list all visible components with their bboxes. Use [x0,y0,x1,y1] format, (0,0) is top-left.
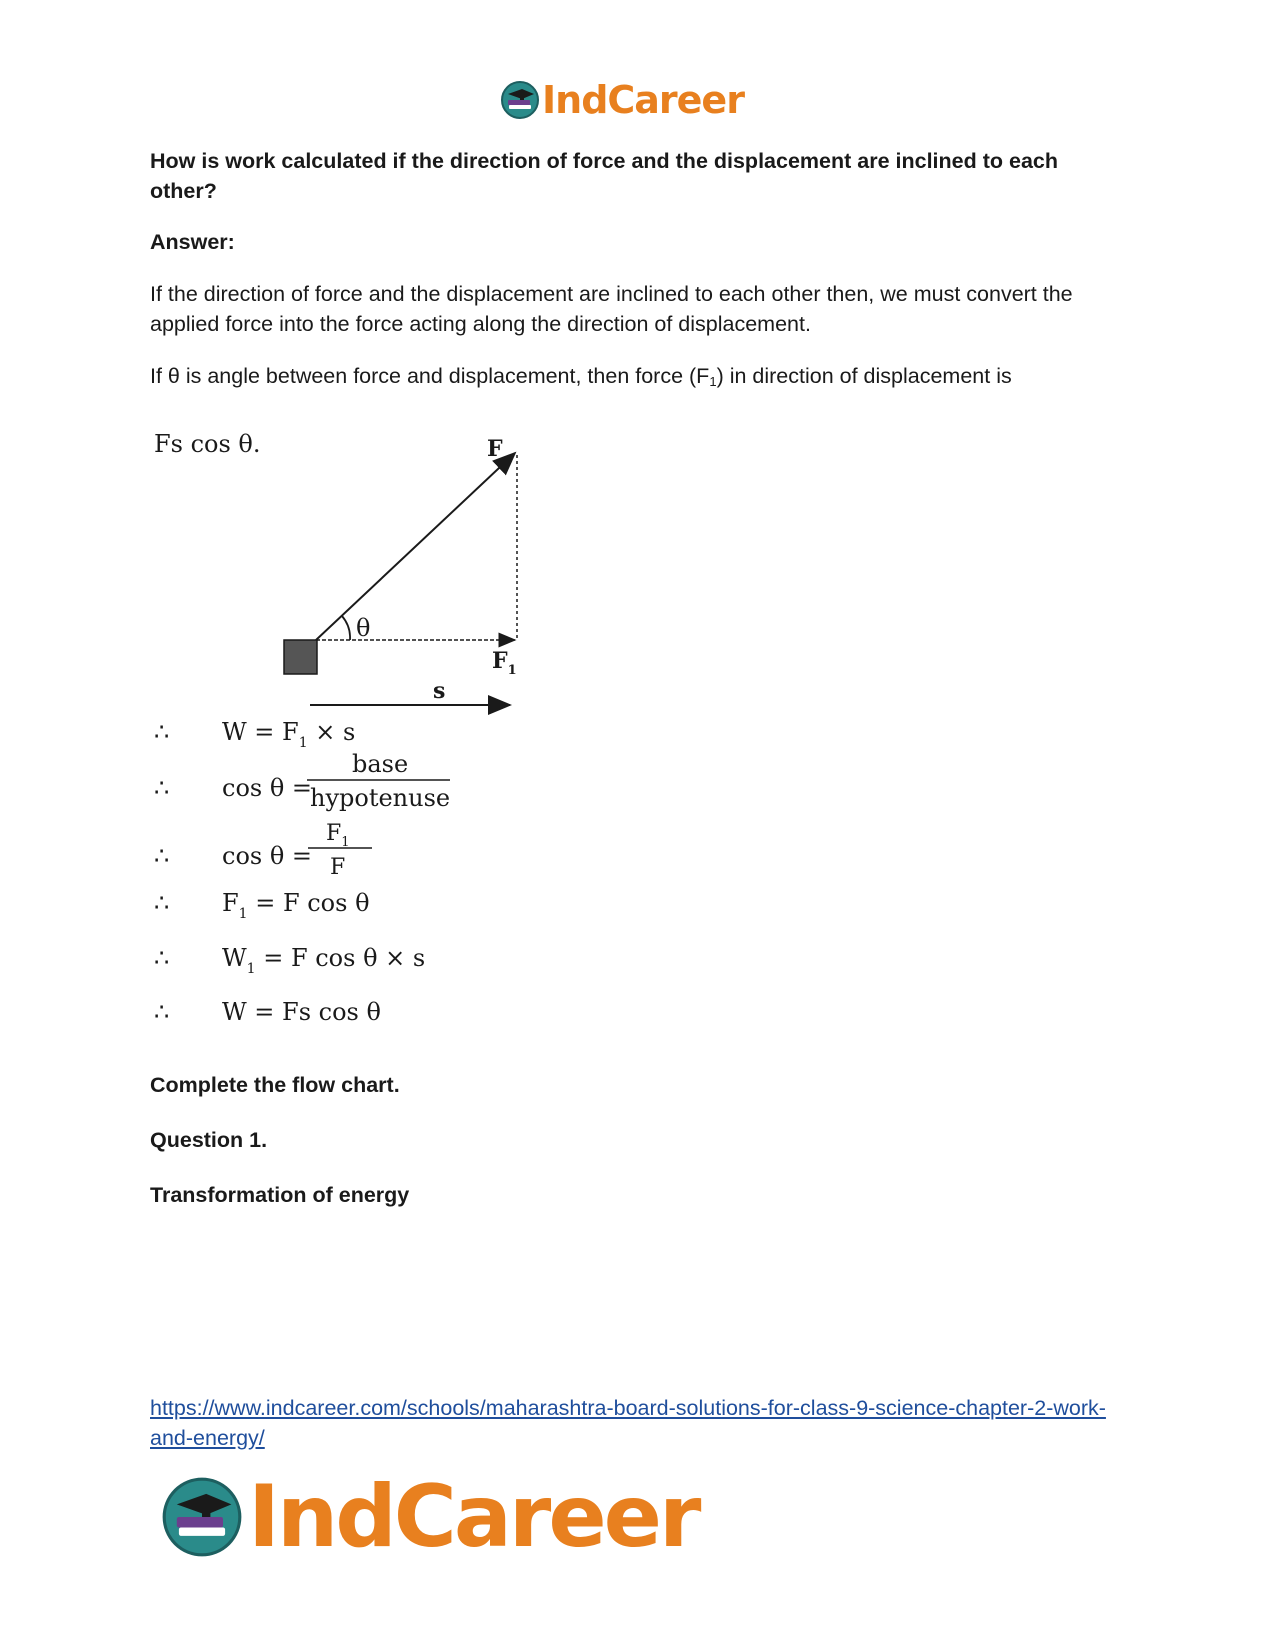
force-vector-F [316,453,515,640]
equation-step-2-lhs: cos θ = [222,774,313,802]
brand-wordmark: IndCareer [248,1467,699,1567]
equation-step-3-lhs: cos θ = [222,842,313,870]
answer-label: Answer: [150,230,235,254]
s-label: s [433,678,446,704]
equation-step-1: $W = F_1 \times s$ [222,718,356,751]
therefore-symbol: ∴ [154,842,170,870]
theta-label: θ [356,614,371,642]
fraction-denominator-F: F [330,855,346,880]
therefore-symbol: ∴ [154,889,170,917]
header-logo [500,78,744,122]
graduation-book-icon [160,1475,244,1559]
section-complete-flow-chart: Complete the flow chart. [150,1073,400,1097]
question-block [150,146,1125,397]
graduation-book-icon [500,80,540,120]
equation-step-4: $F_1 = F$ cos θ [222,889,370,922]
brand-wordmark: IndCareer [542,78,744,122]
derivation-steps [154,718,450,1026]
therefore-symbol: ∴ [154,718,170,746]
answer-paragraph-1: If the direction of force and the displacement are inclined to each other then, we must convert the applied force into the force acting along the direction of displacement. [150,282,1073,336]
source-link[interactable]: https://www.indcareer.com/schools/maharashtra-board-solutions-for-class-9-science-chapter-2-work-and-energy/ [150,1396,1106,1450]
result-text: Fs cos θ. [154,430,261,458]
therefore-symbol: ∴ [154,774,170,802]
F-label: F [487,436,503,462]
block-shape [284,640,317,674]
section-question-1: Question 1. [150,1128,268,1152]
fraction-numerator-F1: $F_1$ [326,821,350,850]
work-derivation-figure [150,428,690,1048]
fraction-denominator-hypotenuse: hypotenuse [310,784,451,812]
F1-label: $F_1$ [492,648,517,678]
para2-subscript: 1 [709,374,717,389]
force-diagram [150,428,690,1048]
fraction-numerator-base: base [352,750,409,778]
para2-pre: If θ is angle between force and displacement, then force (F [150,364,710,388]
therefore-symbol: ∴ [154,944,170,972]
angle-arc [342,616,350,640]
equation-step-6: W = Fs cos θ [222,998,381,1026]
para2-post: ) in direction of displacement is [716,364,1012,388]
answer-paragraph-2 [150,361,1125,397]
question-title: How is work calculated if the direction of force and the displacement are inclined to each other? [150,149,1058,203]
footer-logo [160,1467,698,1567]
equation-step-5: $W_1 = F$ cos θ × s [222,944,426,977]
section-transformation-of-energy: Transformation of energy [150,1183,410,1207]
therefore-symbol: ∴ [154,998,170,1026]
